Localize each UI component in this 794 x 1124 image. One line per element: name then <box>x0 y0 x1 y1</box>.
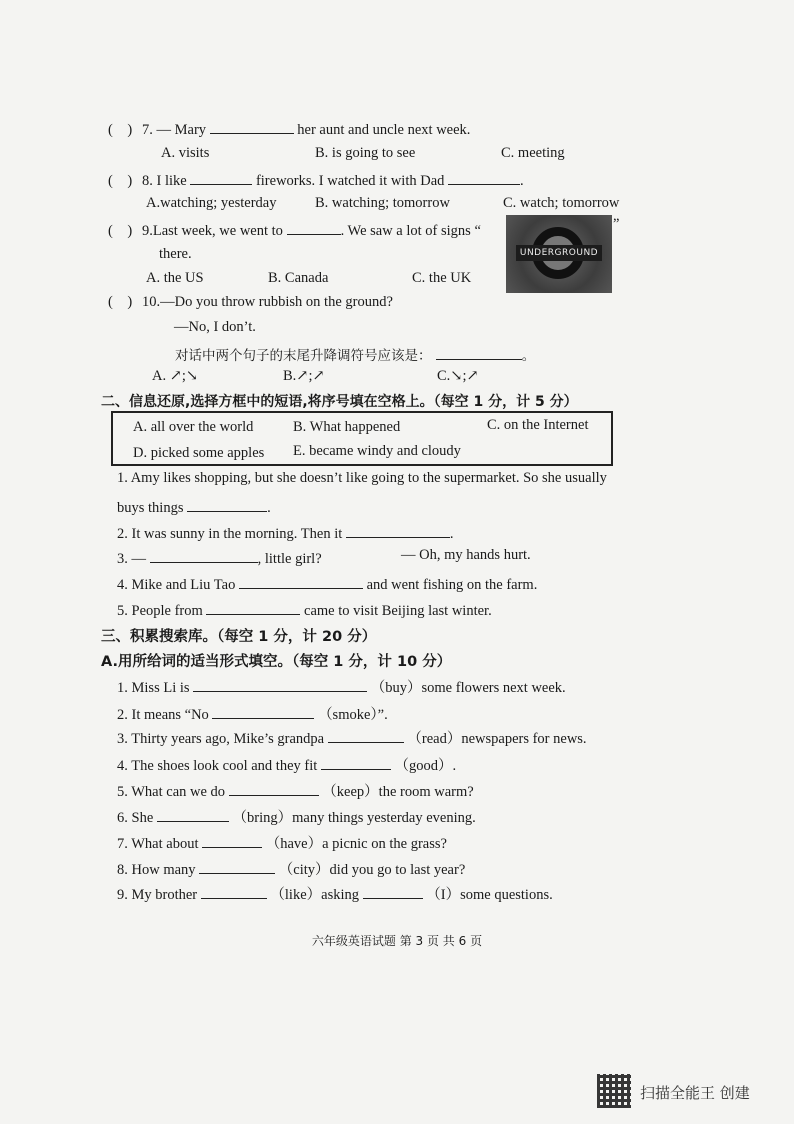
answer-paren[interactable]: ( ) <box>108 173 133 189</box>
question-7 <box>108 119 470 139</box>
question-text: —Do you throw rubbish on the ground? <box>160 294 393 310</box>
answer-paren[interactable]: ( ) <box>108 223 133 239</box>
s3-question-5 <box>117 780 474 801</box>
question-8 <box>108 170 524 190</box>
option-a: A.watching; yesterday <box>146 195 277 211</box>
underground-sign-text: UNDERGROUND <box>516 245 602 261</box>
answer-blank[interactable] <box>448 170 520 185</box>
option-c: C. meeting <box>501 145 565 161</box>
question-text: did you go to last year? <box>329 862 466 878</box>
s3-question-6 <box>117 806 476 827</box>
answer-blank[interactable] <box>212 704 314 719</box>
answer-blank[interactable] <box>202 833 262 848</box>
option-b: B. is going to see <box>315 145 416 161</box>
question-text: 9. My brother <box>117 887 198 903</box>
question-text: 8. How many <box>117 862 196 878</box>
period: . <box>449 526 454 542</box>
question-text: 5. What can we do <box>117 784 226 800</box>
option-b: B. Canada <box>268 270 329 286</box>
section-3a-title: A.用所给词的适当形式填空。（每空 1 分，计 10 分） <box>101 654 452 670</box>
scanner-watermark: 扫描全能王 创建 <box>640 1084 750 1102</box>
dialogue-reply: —No, I don’t. <box>174 319 256 335</box>
word-hint: （I） <box>426 887 461 903</box>
question-text: fireworks. I watched it with Dad <box>255 173 445 189</box>
s3-question-8 <box>117 858 465 879</box>
question-text: 3. — <box>117 551 146 567</box>
period: 。 <box>521 348 536 364</box>
question-text: 3. Thirty years ago, Mike’s grandpa <box>117 731 325 747</box>
s2-question-1: 1. Amy likes shopping, but she doesn’t like going to the supermarket. So she usually <box>117 470 607 486</box>
answer-blank[interactable] <box>206 600 300 615</box>
question-text: 7. What about <box>117 836 199 852</box>
phrase-option: A. all over the world <box>133 419 254 435</box>
word-hint: （buy） <box>370 680 422 696</box>
question-text: . <box>452 758 457 774</box>
question-text: some questions. <box>460 887 553 903</box>
answer-blank[interactable] <box>229 781 319 796</box>
answer-blank[interactable] <box>201 884 267 899</box>
option-a: A. the US <box>146 270 204 286</box>
answer-paren[interactable]: ( ) <box>108 122 133 138</box>
question-text: 2. It was sunny in the morning. Then it <box>117 526 343 542</box>
answer-blank[interactable] <box>436 345 522 360</box>
question-text: 2. It means “No <box>117 707 209 723</box>
answer-blank[interactable] <box>190 170 252 185</box>
question-text: ”. <box>377 707 388 723</box>
instruction-text: 对话中两个句子的末尾升降调符号应该是： <box>175 348 432 364</box>
option-c: C. the UK <box>412 270 472 286</box>
word-hint: （keep） <box>322 784 379 800</box>
question-text-cont: there. <box>159 246 192 262</box>
s3-question-4 <box>117 754 456 775</box>
s2-question-3-reply: — Oh, my hands hurt. <box>401 547 531 563</box>
question-text: 4. The shoes look cool and they fit <box>117 758 318 774</box>
question-number: 8. <box>142 173 153 189</box>
question-text: some flowers next week. <box>421 680 566 696</box>
qr-code-icon <box>597 1074 631 1108</box>
question-instruction <box>175 344 535 364</box>
word-hint: （smoke） <box>318 707 378 723</box>
question-text: buys things <box>117 500 184 516</box>
question-text: 6. She <box>117 810 154 826</box>
phrase-option: C. on the Internet <box>487 417 589 433</box>
option-c: C.↘;↗ <box>437 368 479 384</box>
s2-question-1-cont <box>117 497 271 517</box>
question-text: 5. People from <box>117 603 203 619</box>
question-9 <box>108 220 481 240</box>
answer-blank[interactable] <box>346 523 450 538</box>
option-c: C. watch; tomorrow <box>503 195 620 211</box>
option-a: A. ↗;↘ <box>152 368 199 384</box>
word-hint: （good） <box>394 758 453 774</box>
question-number: 10. <box>142 294 161 310</box>
question-text: 1. Miss Li is <box>117 680 190 696</box>
phrase-options-box <box>111 411 613 466</box>
question-text: newspapers for news. <box>461 731 587 747</box>
answer-blank[interactable] <box>187 497 267 512</box>
section-2-title: 二、信息还原,选择方框中的短语,将序号填在空格上。（每空 1 分，计 5 分） <box>101 394 578 410</box>
s3-question-3 <box>117 727 587 748</box>
s3-question-2 <box>117 703 388 724</box>
underground-sign-image <box>506 215 612 293</box>
option-b: B. watching; tomorrow <box>315 195 450 211</box>
question-text: 4. Mike and Liu Tao <box>117 577 236 593</box>
s3-question-9 <box>117 883 553 904</box>
s2-question-4 <box>117 574 537 594</box>
s2-question-5 <box>117 600 492 620</box>
question-text: Last week, we went to <box>152 223 283 239</box>
question-number: 7. <box>142 122 153 138</box>
answer-blank[interactable] <box>328 728 404 743</box>
answer-blank[interactable] <box>210 119 294 134</box>
word-hint: （have） <box>265 836 323 852</box>
answer-blank[interactable] <box>150 548 258 563</box>
question-text: — Mary <box>156 122 207 138</box>
question-text: many things yesterday evening. <box>292 810 476 826</box>
word-hint: （city） <box>278 862 330 878</box>
question-10 <box>108 294 393 311</box>
answer-blank[interactable] <box>287 220 341 235</box>
question-text: asking <box>321 887 359 903</box>
question-text: a picnic on the grass? <box>322 836 447 852</box>
answer-paren[interactable]: ( ) <box>108 294 133 310</box>
phrase-option: D. picked some apples <box>133 445 265 461</box>
question-number: 9. <box>142 223 153 239</box>
period: . <box>520 173 524 189</box>
question-text: the room warm? <box>378 784 474 800</box>
answer-blank[interactable] <box>363 884 423 899</box>
option-a: A. visits <box>161 145 210 161</box>
answer-blank[interactable] <box>239 574 363 589</box>
s3-question-1 <box>117 676 566 697</box>
word-hint: （bring） <box>232 810 293 826</box>
question-text: . We saw a lot of signs “ <box>340 223 481 239</box>
answer-blank[interactable] <box>193 677 367 692</box>
answer-blank[interactable] <box>157 807 229 822</box>
word-hint: （read） <box>407 731 462 747</box>
closing-quote: ” <box>613 216 620 232</box>
s2-question-3 <box>117 548 322 568</box>
phrase-option: B. What happened <box>293 419 401 435</box>
option-b: B.↗;↗ <box>283 368 325 384</box>
page-footer: 六年级英语试题 第 3 页 共 6 页 <box>311 934 483 948</box>
period: . <box>267 500 271 516</box>
question-text: her aunt and uncle next week. <box>297 122 471 138</box>
answer-blank[interactable] <box>199 859 275 874</box>
section-3-title: 三、积累搜索库。（每空 1 分，计 20 分） <box>101 629 377 645</box>
question-text: I like <box>156 173 187 189</box>
word-hint: （like） <box>270 887 322 903</box>
s3-question-7 <box>117 832 447 853</box>
question-text: and went fishing on the farm. <box>366 577 538 593</box>
s2-question-2 <box>117 523 454 543</box>
answer-blank[interactable] <box>321 755 391 770</box>
question-text: came to visit Beijing last winter. <box>304 603 492 619</box>
phrase-option: E. became windy and cloudy <box>293 443 461 459</box>
question-text: , little girl? <box>257 551 322 567</box>
